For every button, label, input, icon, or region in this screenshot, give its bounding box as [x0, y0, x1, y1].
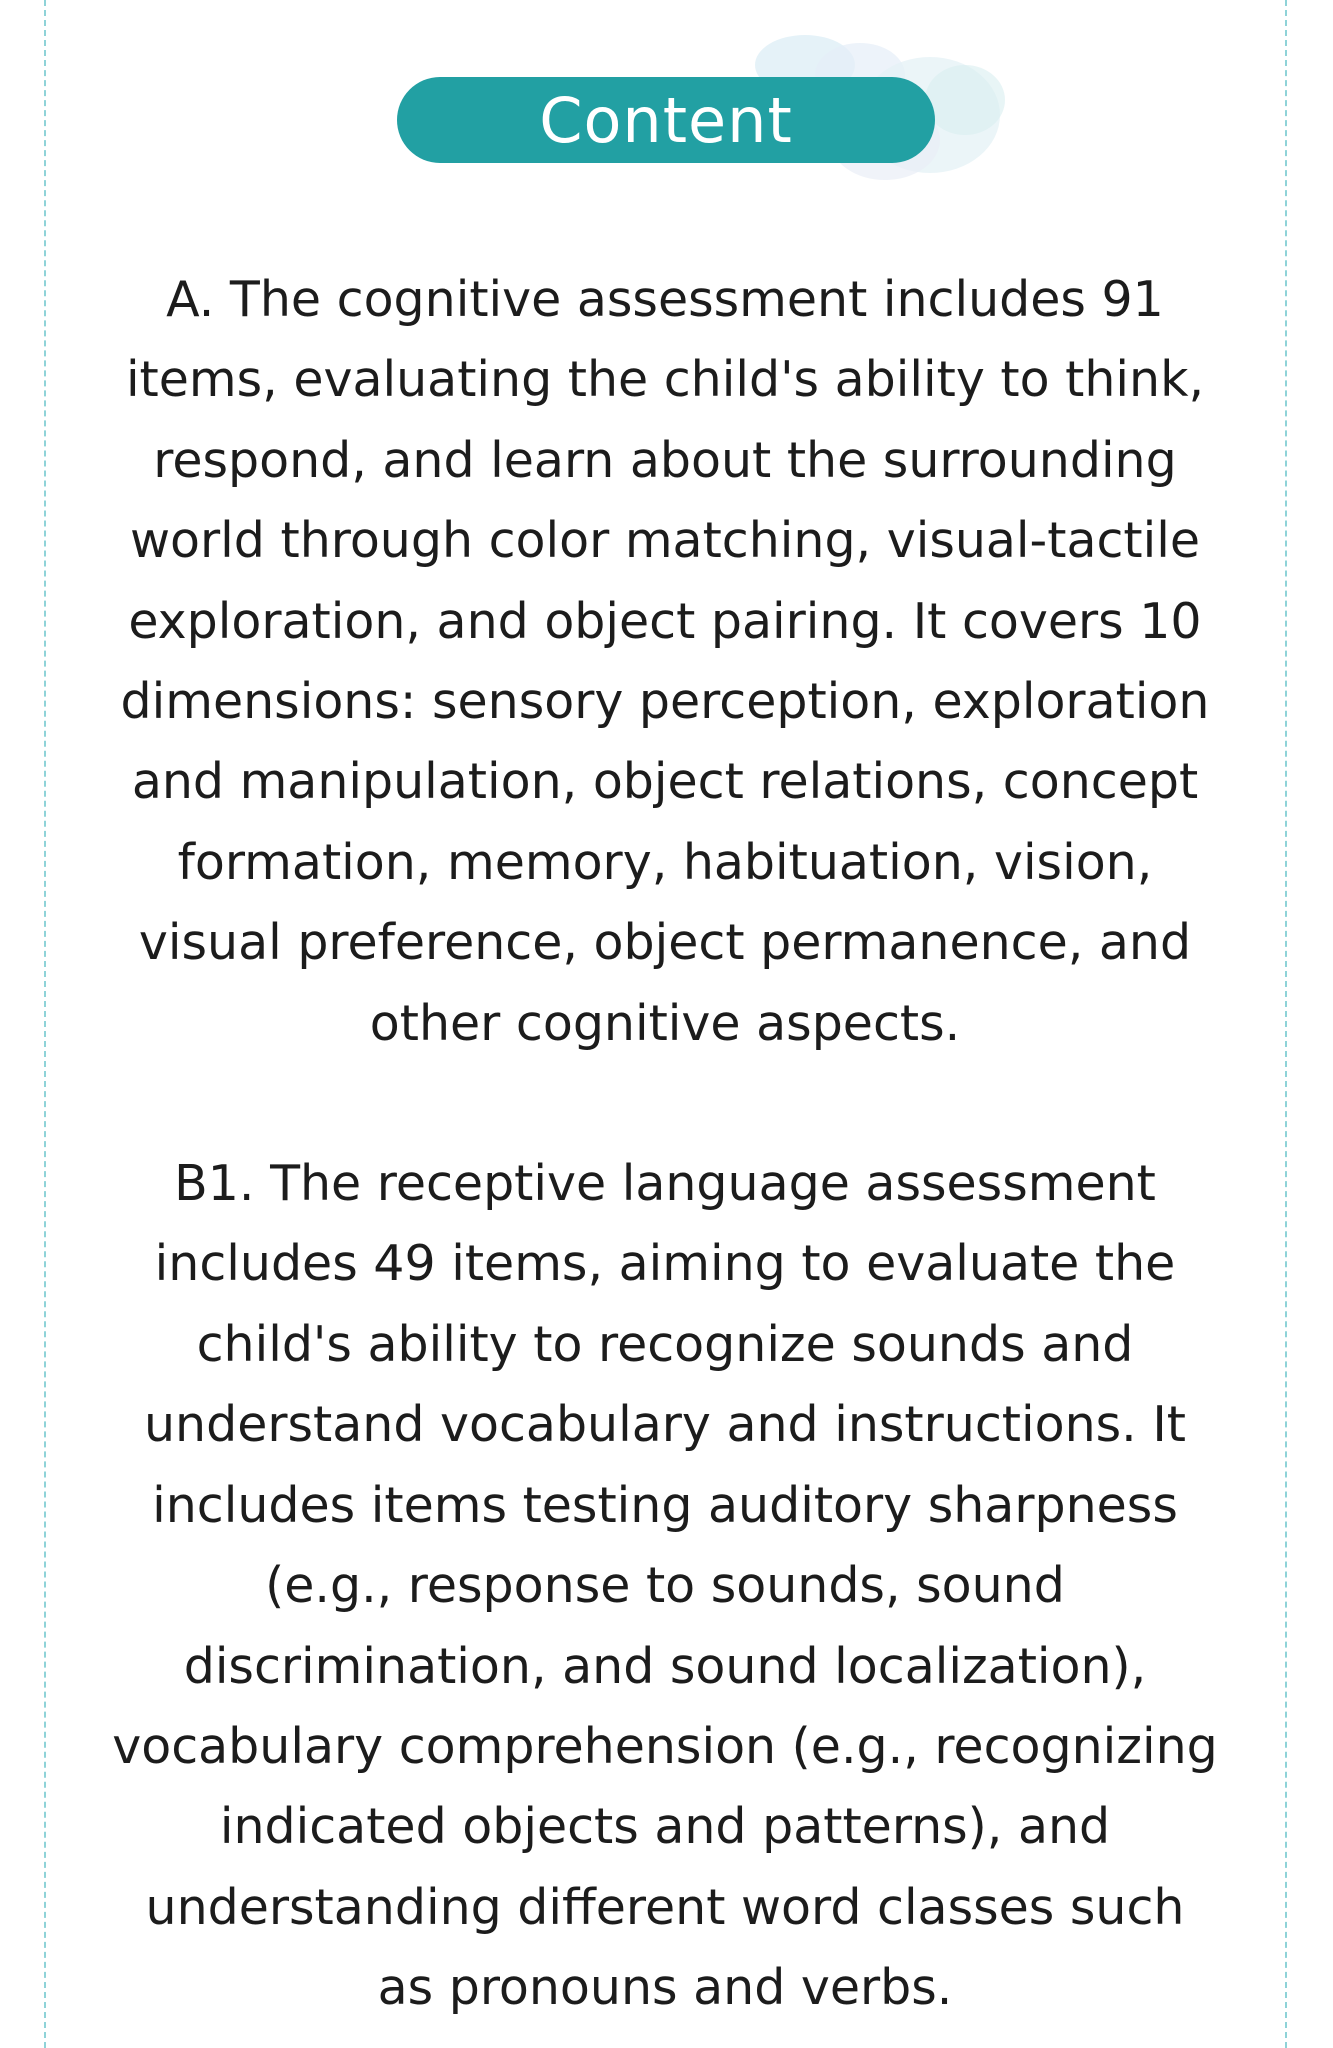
paragraph-receptive-language: B1. The receptive language assessment includes 49 items, aiming to evaluate the child's ability to recognize sounds and understand vocabulary and instructions. It includes items testing auditory sharpness (e.g., response to sounds, sound discrimination, and sound localization), vocabulary comprehension (e.g., recognizing indicated objects and patterns), and understanding different word classes such as pronouns and verbs.	[112, 1155, 1218, 2017]
dashed-border-left	[44, 0, 46, 2048]
section-title-pill: Content	[397, 77, 935, 163]
dashed-border-right	[1285, 0, 1287, 2048]
paragraph-cognitive: A. The cognitive assessment includes 91 items, evaluating the child's ability to think, respond, and learn about the surrounding world through color matching, visual-tactile exploration, and object pairing. It covers 10 dimensions: sensory perception, exploration and manipulation, object relations, concept formation, memory, habituation, vision, visual preference, object permanence, and other cognitive aspects.	[120, 271, 1210, 1052]
content-body	[110, 260, 1220, 2029]
